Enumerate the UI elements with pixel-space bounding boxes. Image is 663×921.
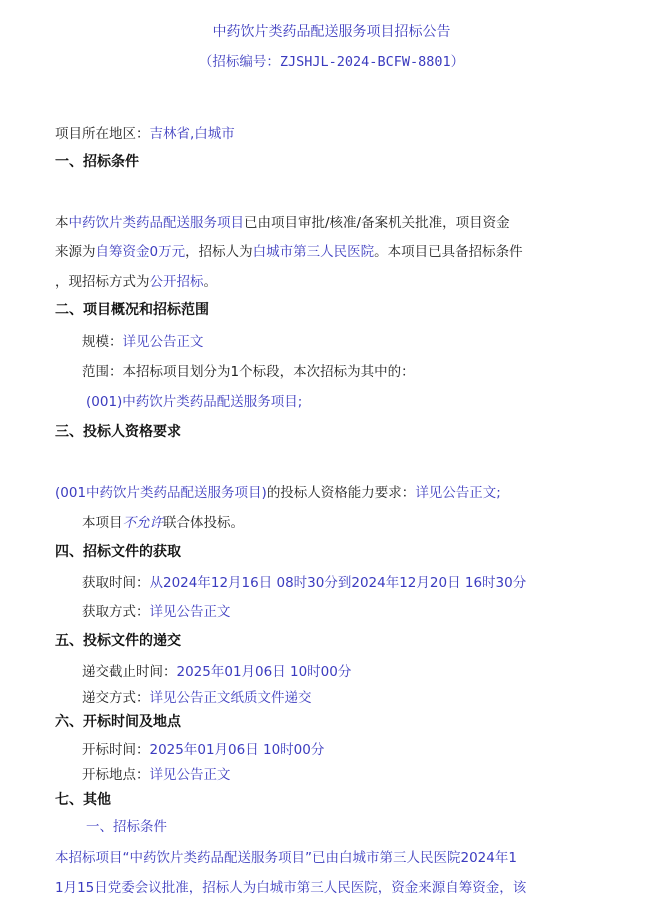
other-line-2: 1月15日党委会议批准，招标人为白城市第三人民医院，资金来源自筹资金，该: [55, 880, 527, 896]
sec1-line-1: [55, 211, 510, 231]
obtain-time-line: [82, 571, 526, 591]
scale-line: [82, 330, 204, 350]
opening-place-value: 详见公告正文: [149, 767, 231, 783]
tender-method: 公开招标: [149, 274, 204, 290]
bid-number-line: [0, 50, 663, 70]
section-5-heading: 五、投标文件的递交: [55, 633, 181, 649]
scope-line: 范围：本招标项目划分为1个标段，本次招标为其中的：: [82, 364, 415, 380]
submit-way-line: [82, 686, 312, 706]
text: 。本项目已具备招标条件: [374, 244, 523, 260]
deadline-value: 2025年01月06日 10时00分: [176, 664, 352, 680]
qualification-value: 详见公告正文;: [415, 485, 501, 501]
text: 。: [203, 274, 217, 290]
section-3-heading: 三、投标人资格要求: [55, 424, 181, 440]
submit-way-value: 详见公告正文纸质文件递交: [149, 690, 312, 706]
sec1-line-3: [55, 270, 217, 290]
consortium-line: [82, 511, 244, 531]
tenderer: 白城市第三人民医院: [252, 244, 375, 260]
opening-time-line: [82, 738, 324, 758]
bid-number: ZJSHJL-2024-BCFW-8801: [279, 54, 451, 70]
consortium-value: 不允许: [122, 515, 163, 531]
text: ，现招标方式为: [55, 274, 150, 290]
lot-line: (001)中药饮片类药品配送服务项目;: [86, 394, 303, 410]
opening-time-label: 开标时间：: [82, 742, 150, 758]
submit-way-label: 递交方式：: [82, 690, 150, 706]
lot-ref: (001中药饮片类药品配送服务项目): [55, 485, 267, 501]
location-label: 项目所在地区：: [55, 126, 150, 142]
deadline-line: [82, 660, 351, 680]
text: 来源为: [55, 244, 96, 260]
obtain-time-value: 从2024年12月16日 08时30分到2024年12月20日 16时30分: [149, 575, 527, 591]
opening-time-value: 2025年01月06日 10时00分: [149, 742, 325, 758]
announcement-title: 中药饮片类药品配送服务项目招标公告: [212, 24, 451, 40]
other-line-1: 本招标项目“中药饮片类药品配送服务项目”已由白城市第三人民医院2024年1: [55, 850, 517, 866]
section-2-heading: 二、项目概况和招标范围: [55, 302, 209, 318]
sec1-line-2: [55, 240, 523, 260]
text: ，招标人为: [185, 244, 253, 260]
qualification-line: [55, 481, 501, 501]
text: 的投标人资格能力要求：: [266, 485, 416, 501]
opening-place-line: [82, 763, 231, 783]
opening-place-label: 开标地点：: [82, 767, 150, 783]
fund-source: 自筹资金0万元: [95, 244, 186, 260]
text: 本项目: [82, 515, 123, 531]
location-value: 吉林省,白城市: [149, 126, 235, 142]
text: 已由项目审批/核准/备案机关批准，项目资金: [244, 215, 510, 231]
obtain-way-label: 获取方式：: [82, 604, 150, 620]
other-subheading: 一、招标条件: [86, 819, 167, 835]
obtain-way-line: [82, 600, 231, 620]
project-name: 中药饮片类药品配送服务项目: [68, 215, 244, 231]
bid-number-suffix: ）: [450, 54, 465, 70]
deadline-label: 递交截止时间：: [82, 664, 177, 680]
text: 本: [55, 215, 69, 231]
section-7-heading: 七、其他: [55, 792, 111, 808]
section-4-heading: 四、招标文件的获取: [55, 544, 181, 560]
scale-value: 详见公告正文: [122, 334, 204, 350]
section-6-heading: 六、开标时间及地点: [55, 714, 181, 730]
scale-label: 规模：: [82, 334, 123, 350]
obtain-way-value: 详见公告正文: [149, 604, 231, 620]
project-location: [55, 122, 235, 142]
obtain-time-label: 获取时间：: [82, 575, 150, 591]
section-1-heading: 一、招标条件: [55, 154, 139, 170]
bid-number-prefix: （招标编号：: [198, 54, 280, 70]
text: 联合体投标。: [163, 515, 244, 531]
